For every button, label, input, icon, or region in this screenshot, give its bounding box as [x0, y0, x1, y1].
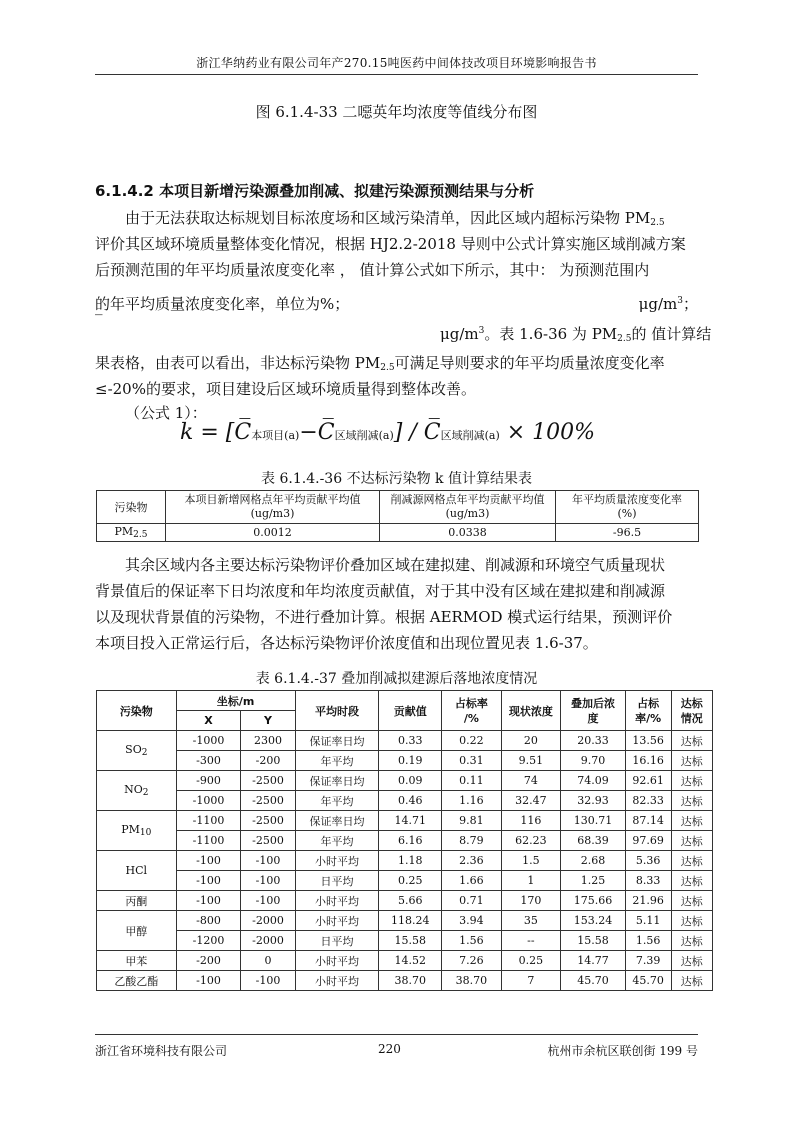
table-row	[97, 751, 713, 771]
table-header-cell: 占标 率/%	[625, 691, 671, 731]
table-cell: 45.70	[625, 971, 671, 991]
table-cell: 达标	[671, 911, 713, 931]
concentration-table	[96, 690, 713, 991]
table-row	[97, 951, 713, 971]
table-cell: 1.16	[442, 791, 501, 811]
table-header-cell: 现状浓度	[501, 691, 560, 731]
table-cell: 92.61	[625, 771, 671, 791]
para1-line7: 果表格，由表可以看出，非达标污染物 $PM_{2.5}$可满足导则要求的年平均质量浓度变化率	[95, 354, 665, 373]
table-header-cell: 达标 情况	[671, 691, 713, 731]
para1-line8: ≤-20%的要求，项目建设后区域环境质量得到整体改善。	[95, 380, 476, 398]
table-cell: 35	[501, 911, 560, 931]
table-cell: 16.16	[625, 751, 671, 771]
table-cell: -100	[176, 971, 241, 991]
table-header-cell: 污染物	[97, 691, 177, 731]
table-row	[97, 731, 713, 751]
table-cell: 0.46	[379, 791, 442, 811]
section-heading: 6.1.4.2 本项目新增污染源叠加削减、拟建污染源预测结果与分析	[95, 182, 535, 200]
table-cell: 13.56	[625, 731, 671, 751]
table-cell: -800	[176, 911, 241, 931]
table-cell: 达标	[671, 971, 713, 991]
table-cell: 9.81	[442, 811, 501, 831]
table-cell: 3.94	[442, 911, 501, 931]
table-cell: -300	[176, 751, 241, 771]
table-cell: 0.11	[442, 771, 501, 791]
table-header-row	[97, 491, 699, 524]
k-value-table	[96, 490, 699, 542]
table-cell: 116	[501, 811, 560, 831]
table-row	[97, 971, 713, 991]
table-cell: 8.33	[625, 871, 671, 891]
table-cell: 9.70	[561, 751, 626, 771]
table-cell: 年平均	[295, 831, 379, 851]
footer-right: 杭州市余杭区联创街 199 号	[547, 1044, 698, 1058]
table-cell: 45.70	[561, 971, 626, 991]
table-cell: 日平均	[295, 931, 379, 951]
table-header-cell: 贡献值	[379, 691, 442, 731]
table-cell: 保证率日均	[295, 731, 379, 751]
header-divider	[95, 74, 698, 75]
table-cell: 38.70	[442, 971, 501, 991]
table-cell: 1.25	[561, 871, 626, 891]
table-cell: 0.33	[379, 731, 442, 751]
footer-left: 浙江省环境科技有限公司	[95, 1044, 228, 1058]
table-cell: 2300	[241, 731, 295, 751]
table-row	[97, 831, 713, 851]
table-cell: 达标	[671, 751, 713, 771]
table-header-cell: 年平均质量浓度变化率 (%)	[556, 491, 699, 524]
table-cell: 87.14	[625, 811, 671, 831]
table-cell: 15.58	[561, 931, 626, 951]
table-cell: -100	[241, 871, 295, 891]
table-cell: 达标	[671, 951, 713, 971]
table-cell: -1100	[176, 811, 241, 831]
table-cell: 保证率日均	[295, 771, 379, 791]
table-cell: 7.26	[442, 951, 501, 971]
table-cell: 达标	[671, 871, 713, 891]
table-cell: -200	[241, 751, 295, 771]
table-cell: -2000	[241, 931, 295, 951]
para2-line2: 背景值后的保证率下日均浓度和年均浓度贡献值，对于其中没有区域在建拟建和削减源	[95, 582, 666, 600]
table-cell: 62.23	[501, 831, 560, 851]
table-cell: 小时平均	[295, 971, 379, 991]
table-header-row	[97, 691, 713, 711]
table-row	[97, 811, 713, 831]
table-cell: 5.11	[625, 911, 671, 931]
table-cell: 小时平均	[295, 911, 379, 931]
table-cell: -2000	[241, 911, 295, 931]
table-cell: 0.22	[442, 731, 501, 751]
table-row	[97, 911, 713, 931]
table-header-cell: 占标率 /%	[442, 691, 501, 731]
table-cell: 6.16	[379, 831, 442, 851]
table-cell: 14.77	[561, 951, 626, 971]
para1-line9: （公式 1）：	[125, 404, 207, 422]
table-cell: 82.33	[625, 791, 671, 811]
table-cell: 0.25	[379, 871, 442, 891]
table-cell: 年平均	[295, 751, 379, 771]
table-cell: 达标	[671, 851, 713, 871]
table-cell: 32.47	[501, 791, 560, 811]
table-cell: 小时平均	[295, 851, 379, 871]
table-cell: -100	[241, 851, 295, 871]
table-cell: 1.5	[501, 851, 560, 871]
table-cell: -96.5	[556, 524, 699, 542]
table-cell: 20.33	[561, 731, 626, 751]
table-cell: 达标	[671, 771, 713, 791]
formula: k = [C̅本项目(a)−C̅区域削减(a)] / C̅区域削减(a) × 100%	[180, 420, 596, 445]
table-cell: 68.39	[561, 831, 626, 851]
table-cell: 达标	[671, 831, 713, 851]
table-cell: 0.0012	[166, 524, 380, 542]
table-cell: 达标	[671, 791, 713, 811]
table-cell: -2500	[241, 791, 295, 811]
table-cell: 38.70	[379, 971, 442, 991]
figure-caption: 图 6.1.4-33 二噁英年均浓度等值线分布图	[255, 103, 538, 121]
table-cell: 1.18	[379, 851, 442, 871]
pollutant-cell: 丙酮	[97, 891, 177, 911]
table-header-cell: 污染物	[97, 491, 166, 524]
table-row	[97, 851, 713, 871]
para2-line4: 本项目投入正常运行后，各达标污染物评价浓度值和出现位置见表 1.6-37。	[95, 634, 598, 652]
table-cell: -1100	[176, 831, 241, 851]
table-cell: 153.24	[561, 911, 626, 931]
table-cell: 9.51	[501, 751, 560, 771]
table-row	[97, 931, 713, 951]
table-cell: 7.39	[625, 951, 671, 971]
table-cell: 达标	[671, 731, 713, 751]
table-cell: 0.09	[379, 771, 442, 791]
footer-divider	[95, 1034, 698, 1035]
table-row	[97, 791, 713, 811]
page-number: 220	[378, 1042, 401, 1056]
table-cell: 21.96	[625, 891, 671, 911]
table-cell: 1.66	[442, 871, 501, 891]
page-header: 浙江华纳药业有限公司年产270.15吨医药中间体技改项目环境影响报告书	[196, 56, 597, 70]
table-cell: 2.36	[442, 851, 501, 871]
table-cell: 5.36	[625, 851, 671, 871]
table-header-cell: 本项目新增网格点年平均贡献平均值 (ug/m3)	[166, 491, 380, 524]
table-cell: -2500	[241, 831, 295, 851]
pollutant-cell: 乙酸乙酯	[97, 971, 177, 991]
table-cell: -1000	[176, 791, 241, 811]
table-header-cell: 平均时段	[295, 691, 379, 731]
table-cell: -100	[176, 851, 241, 871]
table2-caption: 表 6.1.4.-37 叠加削减拟建源后落地浓度情况	[255, 671, 538, 687]
table-cell: 74.09	[561, 771, 626, 791]
table-cell: -1000	[176, 731, 241, 751]
table-cell: -900	[176, 771, 241, 791]
pollutant-cell: HCl	[97, 851, 177, 891]
table-cell: 74	[501, 771, 560, 791]
table-cell: 5.66	[379, 891, 442, 911]
table-cell: -2500	[241, 771, 295, 791]
table-cell: -100	[176, 891, 241, 911]
para1-line1: 由于无法获取达标规划目标浓度场和区域污染清单，因此区域内超标污染物 $PM_{2.5}$	[125, 209, 665, 228]
table-cell: 0.0338	[380, 524, 556, 542]
table-header-cell: X	[176, 711, 241, 731]
table-cell: --	[501, 931, 560, 951]
table-cell: $PM_{2.5}$	[97, 524, 166, 542]
table-cell: 20	[501, 731, 560, 751]
table-cell: 130.71	[561, 811, 626, 831]
table-cell: 0	[241, 951, 295, 971]
table-cell: 14.71	[379, 811, 442, 831]
table-cell: 175.66	[561, 891, 626, 911]
table-cell: -100	[241, 891, 295, 911]
pollutant-cell: $PM_{10}$	[97, 811, 177, 851]
pollutant-cell: 甲苯	[97, 951, 177, 971]
table-cell: 8.79	[442, 831, 501, 851]
table-cell: -100	[241, 971, 295, 991]
table-cell: 达标	[671, 811, 713, 831]
table-row	[97, 771, 713, 791]
table-cell: 达标	[671, 891, 713, 911]
table-cell: 年平均	[295, 791, 379, 811]
table-cell: 达标	[671, 931, 713, 951]
table-body	[97, 731, 713, 991]
para1-line2: 评价其区域环境质量整体变化情况，根据 HJ2.2-2018 导则中公式计算实施区域削减方案	[95, 235, 686, 253]
para2-line1: 其余区域内各主要达标污染物评价叠加区域在建拟建、削减源和环境空气质量现状	[125, 556, 666, 574]
pollutant-cell: $SO_2$	[97, 731, 177, 771]
table-row	[97, 891, 713, 911]
table-cell: 0.71	[442, 891, 501, 911]
table-cell: 32.93	[561, 791, 626, 811]
table-cell: 2.68	[561, 851, 626, 871]
pollutant-cell: 甲醇	[97, 911, 177, 951]
table-cell: 15.58	[379, 931, 442, 951]
para1-line4: 的年平均质量浓度变化率，单位为%； $\mu g/m^3$；	[95, 295, 698, 313]
table-cell: -2500	[241, 811, 295, 831]
table-cell: -200	[176, 951, 241, 971]
table-cell: 170	[501, 891, 560, 911]
table-cell: 1.56	[625, 931, 671, 951]
table-cell: 118.24	[379, 911, 442, 931]
para1-line5: ‾	[95, 312, 103, 330]
table-cell: 小时平均	[295, 891, 379, 911]
table-cell: 0.25	[501, 951, 560, 971]
table-cell: 1.56	[442, 931, 501, 951]
table1-caption: 表 6.1.4.-36 不达标污染物 k 值计算结果表	[261, 471, 532, 487]
table-cell: 0.31	[442, 751, 501, 771]
table-cell: 7	[501, 971, 560, 991]
pollutant-cell: $NO_2$	[97, 771, 177, 811]
table-header-cell: Y	[241, 711, 295, 731]
para2-line3: 以及现状背景值的污染物，不进行叠加计算。根据 AERMOD 模式运行结果，预测评价	[95, 608, 673, 626]
para1-line3: 后预测范围的年平均质量浓度变化率 ， 值计算公式如下所示，其中： 为预测范围内	[95, 261, 650, 279]
table-header-cell: 削减源网格点年平均贡献平均值 (ug/m3)	[380, 491, 556, 524]
table-cell: 97.69	[625, 831, 671, 851]
table-row	[97, 524, 699, 542]
table-row	[97, 871, 713, 891]
table-cell: 日平均	[295, 871, 379, 891]
table-cell: 保证率日均	[295, 811, 379, 831]
table-cell: 14.52	[379, 951, 442, 971]
table-header-cell: 叠加后浓 度	[561, 691, 626, 731]
table-cell: 1	[501, 871, 560, 891]
table-header-cell: 坐标/m	[176, 691, 295, 711]
table-cell: 0.19	[379, 751, 442, 771]
table-cell: -1200	[176, 931, 241, 951]
table-cell: 小时平均	[295, 951, 379, 971]
table-cell: -100	[176, 871, 241, 891]
